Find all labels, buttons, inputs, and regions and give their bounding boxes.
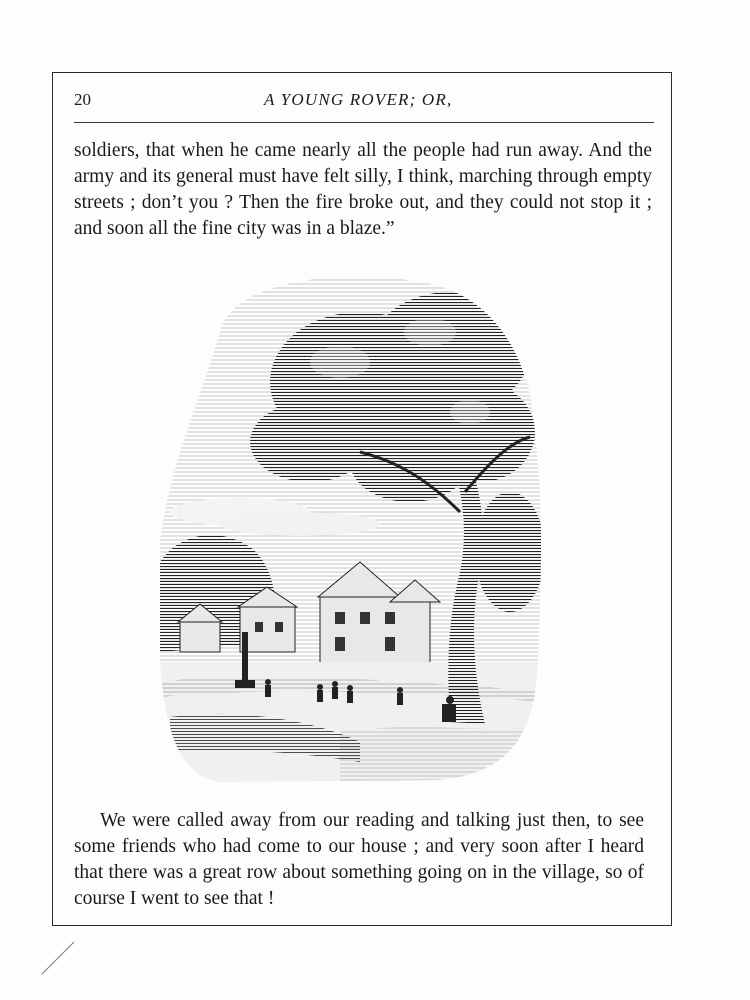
running-head: A YOUNG ROVER; OR, (264, 90, 453, 109)
engraving-illustration (160, 262, 548, 790)
paragraph-bottom: We were called away from our reading and talking just then, to see some friends who had come to our house ; and very soon after I heard that there was a great row about something going on in the village, so of course I went to see that ! (74, 810, 644, 909)
header-rule (74, 122, 654, 123)
pencil-mark (40, 938, 80, 978)
page-header (74, 90, 654, 116)
paragraph-top: soldiers, that when he came nearly all the people had run away. And the army and its general must have felt silly, I think, marching through empty streets ; don’t you ? Then the fire broke out, and they could not stop it ; and soon all the fine city was in a blaze.” (74, 140, 652, 239)
page-number: 20 (74, 90, 91, 109)
